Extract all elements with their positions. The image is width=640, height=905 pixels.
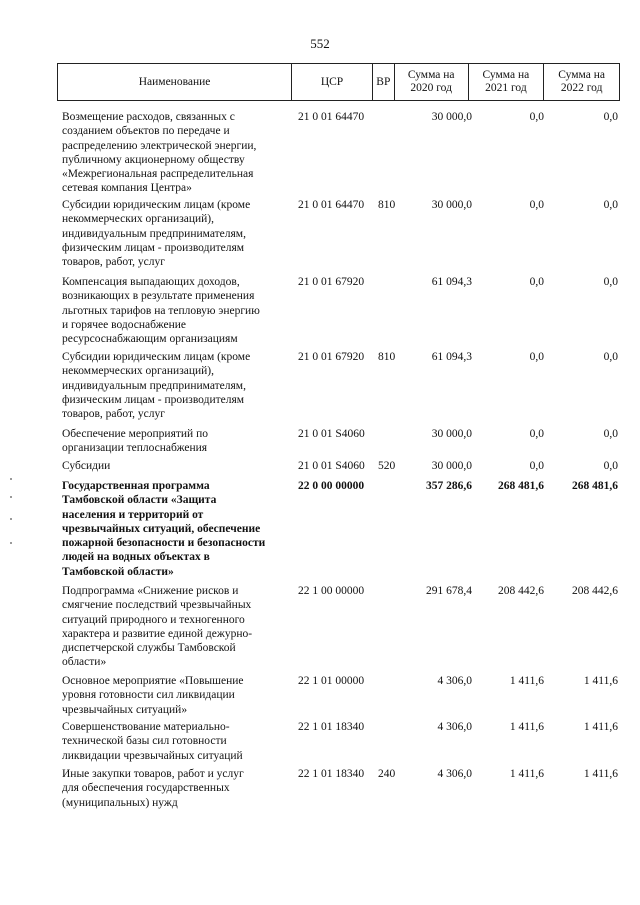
header-sum-2022: Сумма на 2022 год: [558, 69, 605, 94]
row-sum-2021: 1 411,6: [509, 675, 544, 687]
page-number: 552: [310, 36, 330, 51]
row-csr: 22 0 00 00000: [298, 480, 365, 492]
row-sum-2021: 0,0: [529, 460, 544, 472]
row-name: Иные закупки товаров, работ и услуг для обеспечения государственных (муниципальных) нужд: [62, 768, 244, 809]
row-sum-2022: 0,0: [603, 276, 618, 288]
row-name: Государственная программа Тамбовской области «Защита населения и территорий от чрезвычайных ситуаций, обеспечение пожарной безопасности и безопасности людей на водных объектах в Тамбовской области»: [62, 480, 266, 578]
row-sum-2022: 1 411,6: [583, 768, 618, 780]
row-sum-2022: 0,0: [603, 199, 618, 211]
row-sum-2020: 4 306,0: [437, 675, 472, 687]
header-vr: ВР: [373, 64, 395, 100]
row-csr: 21 0 01 67920: [298, 351, 365, 363]
row-sum-2021: 0,0: [529, 276, 544, 288]
row-sum-2021: 1 411,6: [509, 768, 544, 780]
row-sum-2021: 268 481,6: [498, 480, 544, 492]
row-csr: 21 0 01 S4060: [298, 460, 365, 472]
row-name: Субсидии юридическим лицам (кроме некоммерческих организаций), индивидуальным предпринимателям, физическим лицам - производителям товаров, работ, услуг: [62, 351, 251, 421]
row-name: Субсидии: [62, 460, 111, 472]
row-sum-2022: 208 442,6: [572, 585, 618, 597]
row-vr: 240: [378, 768, 396, 780]
row-csr: 21 0 01 64470: [298, 111, 365, 123]
row-csr: 21 0 01 S4060: [298, 428, 365, 440]
row-csr: 22 1 01 00000: [298, 675, 365, 687]
row-sum-2020: 30 000,0: [431, 460, 472, 472]
row-sum-2021: 208 442,6: [498, 585, 544, 597]
row-name: Возмещение расходов, связанных с созданием объектов по передаче и распределению электрической энергии, публичному акционерному обществу «Межрегиональная распределительная сетевая компания Центра»: [62, 111, 257, 195]
row-name: Субсидии юридическим лицам (кроме некоммерческих организаций), индивидуальным предпринимателям, физическим лицам - производителям товаров, работ, услуг: [62, 199, 251, 269]
row-sum-2022: 1 411,6: [583, 721, 618, 733]
row-sum-2020: 61 094,3: [431, 351, 472, 363]
row-csr: 22 1 00 00000: [298, 585, 365, 597]
row-sum-2020: 4 306,0: [437, 721, 472, 733]
row-sum-2022: 1 411,6: [583, 675, 618, 687]
row-sum-2022: 0,0: [603, 351, 618, 363]
row-sum-2020: 30 000,0: [431, 111, 472, 123]
row-name: Обеспечение мероприятий по организации теплоснабжения: [62, 428, 208, 455]
header-name: Наименование: [58, 64, 292, 100]
row-vr: 520: [378, 460, 396, 472]
row-name: Компенсация выпадающих доходов, возникающих в результате применения льготных тарифов на тепловую энергию и горячее водоснабжение ресурсоснабжающим организациям: [62, 276, 260, 346]
row-sum-2021: 0,0: [529, 351, 544, 363]
row-sum-2021: 0,0: [529, 199, 544, 211]
row-name: Подпрограмма «Снижение рисков и смягчение последствий чрезвычайных ситуаций природного и техногенного характера и развитие единой дежурно- диспетчерской службы Тамбовской области»: [62, 585, 253, 669]
row-vr: 810: [378, 199, 396, 211]
row-sum-2020: 357 286,6: [426, 480, 472, 492]
row-vr: 810: [378, 351, 396, 363]
row-sum-2020: 61 094,3: [431, 276, 472, 288]
row-csr: 21 0 01 64470: [298, 199, 365, 211]
header-sum-2020: Сумма на 2020 год: [395, 64, 469, 100]
row-sum-2022: 0,0: [603, 460, 618, 472]
row-sum-2022: 0,0: [603, 111, 618, 123]
header-sum-2021: Сумма на 2021 год: [469, 64, 545, 100]
row-sum-2022: 0,0: [603, 428, 618, 440]
row-sum-2020: 30 000,0: [431, 428, 472, 440]
row-sum-2021: 1 411,6: [509, 721, 544, 733]
row-csr: 22 1 01 18340: [298, 721, 365, 733]
margin-punch-marks: [10, 478, 12, 558]
row-name: Основное мероприятие «Повышение уровня готовности сил ликвидации чрезвычайных ситуаций»: [62, 675, 244, 716]
header-csr: ЦСР: [292, 64, 373, 100]
row-sum-2020: 30 000,0: [431, 199, 472, 211]
row-name: Совершенствование материально- технической базы сил готовности ликвидации чрезвычайных ситуаций: [62, 721, 243, 762]
row-sum-2022: 268 481,6: [572, 480, 618, 492]
row-csr: 21 0 01 67920: [298, 276, 365, 288]
row-sum-2020: 4 306,0: [437, 768, 472, 780]
row-csr: 22 1 01 18340: [298, 768, 365, 780]
row-sum-2021: 0,0: [529, 111, 544, 123]
row-sum-2021: 0,0: [529, 428, 544, 440]
row-sum-2020: 291 678,4: [426, 585, 472, 597]
